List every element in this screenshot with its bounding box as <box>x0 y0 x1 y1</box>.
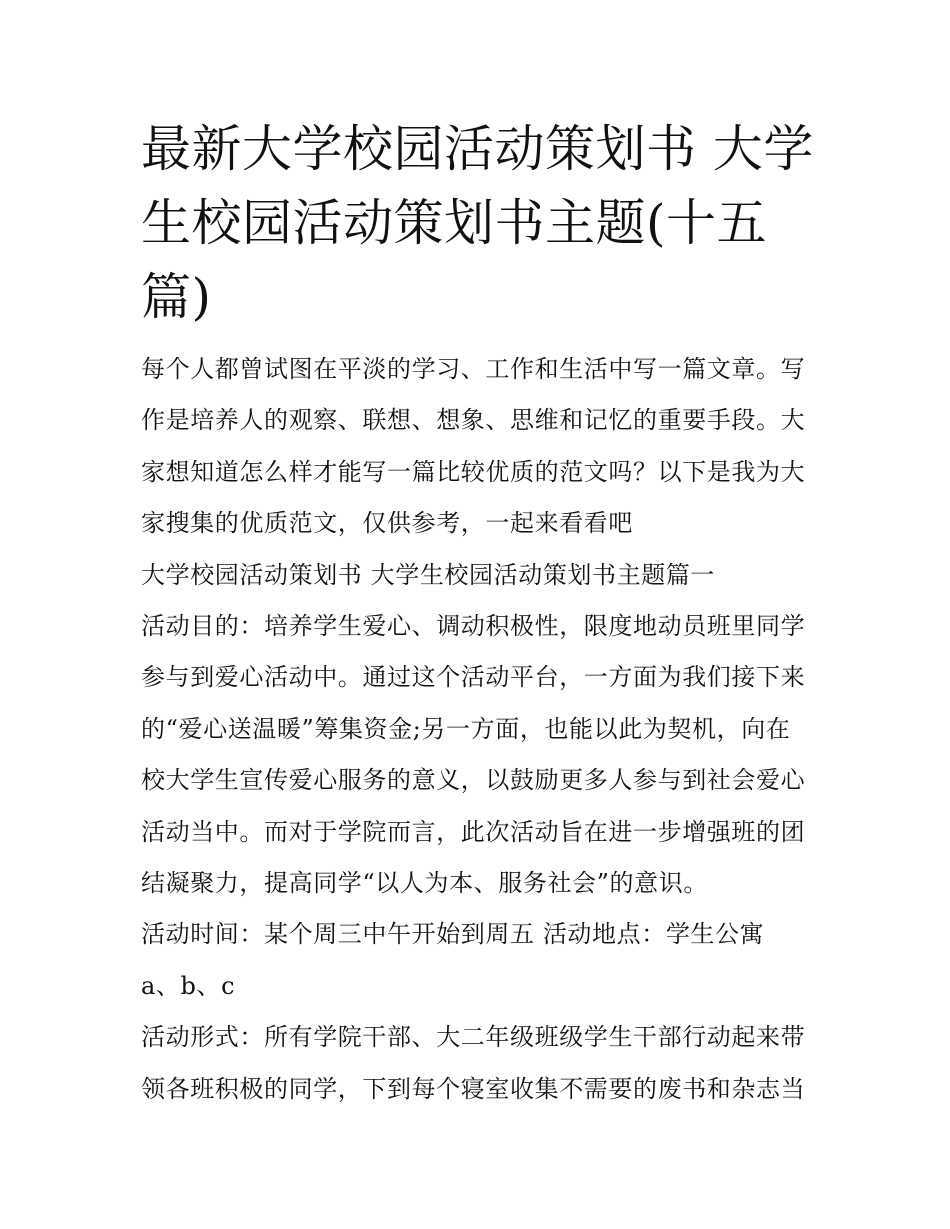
purpose-line: 参与到爱心活动中。通过这个活动平台，一方面为我们接下来 <box>141 663 806 692</box>
purpose-line: 活动目的：培养学生爱心、调动积极性，限度地动员班里同学 <box>141 612 806 641</box>
intro-line: 家搜集的优质范文，仅供参考，一起来看看吧 <box>141 509 633 538</box>
title-line: 生校园活动策划书主题(十五 <box>141 194 768 252</box>
purpose-line: 活动当中。而对于学院而言，此次活动旨在进一步增强班的团 <box>141 817 806 846</box>
title-line: 最新大学校园活动策划书 大学 <box>141 120 814 178</box>
location-continued-line: a、b、c <box>141 971 236 1000</box>
intro-line: 作是培养人的观察、联想、想象、思维和记忆的重要手段。大 <box>141 406 806 435</box>
format-line: 领各班积极的同学，下到每个寝室收集不需要的废书和杂志当 <box>141 1074 806 1103</box>
document-page <box>141 112 813 1115</box>
format-line: 活动形式：所有学院干部、大二年级班级学生干部行动起来带 <box>141 1023 806 1052</box>
document-title <box>141 112 813 334</box>
intro-line: 每个人都曾试图在平淡的学习、工作和生活中写一篇文章。写 <box>141 355 806 383</box>
purpose-line: 校大学生宣传爱心服务的意义，以鼓励更多人参与到社会爱心 <box>141 766 806 795</box>
purpose-line: 的“爱心送温暖”筹集资金;另一方面，也能以此为契机，向在 <box>141 714 791 743</box>
intro-line: 家想知道怎么样才能写一篇比较优质的范文吗？以下是我为大 <box>141 457 806 486</box>
section-heading: 大学校园活动策划书 大学生校园活动策划书主题篇一 <box>141 560 716 589</box>
title-line: 篇) <box>141 268 212 326</box>
purpose-line: 结凝聚力，提高同学“以人为本、服务社会”的意识。 <box>141 869 708 898</box>
document-body <box>141 344 813 1115</box>
time-location-line: 活动时间：某个周三中午开始到周五 活动地点：学生公寓 <box>141 920 765 949</box>
